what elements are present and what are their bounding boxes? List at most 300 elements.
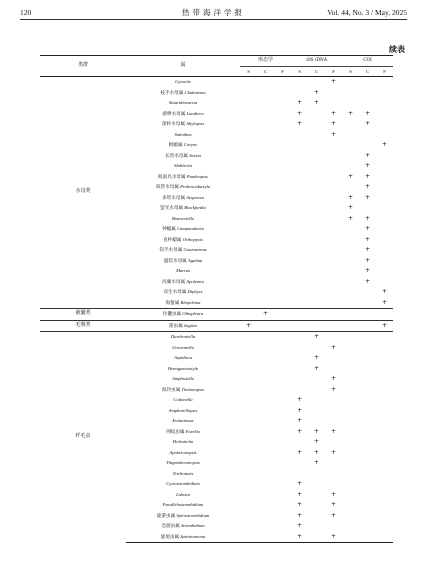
detection-cell [325,521,342,532]
detection-cell [342,140,359,151]
genus-latin-name: Orthopyxis [182,236,203,242]
genus-latin-name: Codonella [173,397,193,402]
category-cell: 纤毛虫 [40,332,126,543]
detection-cell [342,521,359,532]
detected-mark: + [297,417,303,424]
sub-col-header: F [325,67,342,77]
genus-chinese-name: 多管水母属 [162,194,186,200]
genus-cell [126,490,240,501]
genus-cell [126,203,240,214]
detection-cell [308,374,325,385]
detection-cell [240,266,257,277]
genus-latin-name: Cladonema [184,89,206,95]
genus-cell [126,151,240,162]
detection-cell [376,374,393,385]
detection-cell [376,224,393,235]
detection-cell [240,374,257,385]
detection-cell [342,353,359,364]
detection-cell [291,427,308,438]
detection-cell [376,287,393,298]
detection-cell [291,395,308,406]
detection-cell [291,224,308,235]
detection-cell [342,287,359,298]
detection-cell [291,277,308,288]
genus-cell [126,245,240,256]
detected-mark: + [331,511,337,519]
detection-cell [274,395,291,406]
detected-mark: + [382,141,388,148]
detection-cell [308,385,325,396]
detection-cell [274,511,291,522]
detection-cell [359,172,376,183]
detection-cell [308,193,325,204]
detection-cell [240,182,257,193]
detection-cell [359,353,376,364]
detection-cell [240,214,257,225]
detection-cell [342,182,359,193]
detection-cell [359,161,376,172]
detected-mark: + [297,490,303,498]
detection-cell [325,490,342,501]
detected-mark: + [382,321,388,329]
detection-cell [325,109,342,120]
detection-cell [308,320,325,332]
genus-latin-name: Agalma [187,257,203,263]
detection-cell [342,98,359,109]
detection-cell [359,437,376,448]
detection-cell [359,406,376,417]
detection-cell [257,182,274,193]
group-header-coi: COI [342,56,393,67]
detection-cell [291,511,308,522]
detection-cell [342,130,359,141]
detection-cell [257,532,274,543]
detection-cell [274,245,291,256]
header-rule [20,19,407,20]
detection-cell [308,130,325,141]
detection-cell [274,98,291,109]
detection-cell [376,406,393,417]
detection-cell [359,309,376,321]
detection-cell [342,235,359,246]
detection-cell [359,88,376,99]
detection-cell [291,437,308,448]
detection-cell [274,235,291,246]
detection-cell [359,469,376,480]
genus-cell [126,364,240,375]
genus-latin-name: Holosticha [172,439,194,444]
genus-latin-name: Sminthea [174,131,192,137]
detection-cell [308,406,325,417]
detection-cell [257,427,274,438]
sub-col-header: C [257,67,274,77]
genus-latin-name: Apolemia [186,278,204,284]
genus-latin-name: Gonionemus [183,247,207,252]
detection-cell [325,98,342,109]
detection-cell [240,437,257,448]
detection-cell [240,203,257,214]
genus-latin-name: Spirotontonia [180,533,206,539]
detection-cell [325,88,342,99]
detection-cell [240,395,257,406]
detection-cell [308,343,325,354]
detection-cell [257,109,274,120]
genus-cell [126,161,240,172]
genus-cell [126,130,240,141]
detection-cell [308,479,325,490]
detected-mark: + [297,109,303,117]
col-header-category: 类群 [40,56,126,77]
detection-cell [257,406,274,417]
detection-cell [376,140,393,151]
detection-cell [325,406,342,417]
detection-cell [291,235,308,246]
genus-cell [126,140,240,151]
detection-cell [342,151,359,162]
detection-cell [274,140,291,151]
detection-cell [308,309,325,321]
detection-cell [325,511,342,522]
detection-cell [291,385,308,396]
running-header [20,6,407,20]
volume-info: Vol. 44, No. 3 / May, 2025 [327,8,407,17]
detected-mark: + [297,522,303,529]
detection-cell [257,298,274,309]
detection-cell [325,343,342,354]
detection-cell [359,266,376,277]
detected-mark: + [331,448,337,456]
detection-cell [240,88,257,99]
detection-cell [240,511,257,522]
detection-cell [342,161,359,172]
detection-cell [257,119,274,130]
detected-mark: + [382,298,388,306]
detected-mark: + [297,480,303,487]
detection-cell [359,320,376,332]
genus-latin-name: Marrus [176,268,190,273]
genus-latin-name: Apokeronopsis [169,449,197,455]
detected-mark: + [365,267,371,274]
detection-cell [325,224,342,235]
detected-mark: + [331,109,337,117]
genus-chinese-name: 网纹虫属 [166,428,185,434]
detection-cell [240,532,257,543]
detection-cell [308,521,325,532]
detection-cell [342,532,359,543]
detected-mark: + [348,214,354,222]
sub-col-header: C [308,67,325,77]
detection-cell [257,353,274,364]
detection-cell [257,130,274,141]
genus-cell [126,172,240,183]
detection-cell [291,182,308,193]
detection-cell [291,119,308,130]
detected-mark: + [348,193,354,201]
detection-cell [240,277,257,288]
detected-mark: + [331,78,337,85]
detection-cell [291,353,308,364]
detection-cell [274,224,291,235]
detection-cell [257,266,274,277]
detection-cell [274,353,291,364]
detection-cell [240,109,257,120]
journal-title: 热带海洋学报 [182,8,245,17]
sub-col-header: F [376,67,393,77]
detection-cell [308,98,325,109]
detection-cell [240,245,257,256]
detection-cell [325,437,342,448]
detection-cell [240,479,257,490]
detection-cell [359,256,376,267]
detection-cell [291,151,308,162]
detection-cell [342,395,359,406]
detection-cell [325,374,342,385]
detection-cell [342,458,359,469]
detection-cell [342,343,359,354]
detected-mark: + [331,130,337,138]
genus-chinese-name: 急游虫属 [161,523,180,528]
genus-latin-name: Favella [185,428,200,434]
detection-cell [376,130,393,141]
genus-cell [126,448,240,459]
detection-cell [274,320,291,332]
genus-cell [126,277,240,288]
detection-cell [274,458,291,469]
detection-cell [325,161,342,172]
detection-cell [325,203,342,214]
genus-cell [126,416,240,427]
detection-cell [359,130,376,141]
detection-cell [342,320,359,332]
detection-cell [308,437,325,448]
detection-cell [257,320,274,332]
genus-cell [126,511,240,522]
detection-cell [240,332,257,343]
detection-cell [274,521,291,532]
detection-cell [308,119,325,130]
detection-cell [257,458,274,469]
detection-cell [376,277,393,288]
detection-cell [376,511,393,522]
detection-cell [376,266,393,277]
detection-cell [359,235,376,246]
detection-cell [376,245,393,256]
detection-cell [240,77,257,88]
detection-cell [257,77,274,88]
genus-latin-name: Aspidisca [174,355,192,360]
category-cell: 被囊类 [40,309,126,321]
detection-cell [376,448,393,459]
table-row [40,309,393,321]
genus-latin-name: Eutintinnus [172,418,194,423]
genus-cell [126,320,240,332]
detection-cell [342,427,359,438]
detection-cell [359,385,376,396]
detection-cell [308,235,325,246]
detection-cell [308,151,325,162]
detection-cell [274,437,291,448]
detection-cell [342,332,359,343]
genus-latin-name: Campanularia [177,226,204,231]
detection-cell [308,448,325,459]
detection-cell [376,469,393,480]
detection-cell [308,277,325,288]
genus-cell [126,532,240,543]
detection-cell [291,77,308,88]
detection-cell [325,320,342,332]
detection-cell [308,88,325,99]
detection-cell [257,287,274,298]
genus-cell [126,374,240,385]
detection-cell [342,277,359,288]
detection-cell [359,109,376,120]
genus-latin-name: Rhopilema [180,299,201,305]
detection-cell [308,224,325,235]
detection-cell [342,500,359,511]
detection-cell [257,172,274,183]
genus-chinese-name: 拟铃虫属 [161,386,181,392]
detection-cell [376,395,393,406]
detection-cell [308,203,325,214]
detection-cell [257,235,274,246]
table-row [40,332,393,343]
detection-cell [359,500,376,511]
detection-cell [291,332,308,343]
genus-latin-name: Trichotaxis [172,470,194,476]
sub-col-header: S [291,67,308,77]
detection-cell [274,172,291,183]
genus-latin-name: Stauridiosarsia [168,100,198,105]
detection-cell [376,77,393,88]
detection-cell [325,287,342,298]
detection-cell [240,406,257,417]
genus-latin-name: Durchoniella [170,334,196,339]
detection-cell [240,490,257,501]
genus-cell [126,256,240,267]
genus-latin-name: Spirostrombidium [176,512,210,518]
detection-cell [257,214,274,225]
detection-cell [240,458,257,469]
detection-cell [257,374,274,385]
detection-cell [325,309,342,321]
detected-mark: + [365,172,371,180]
detection-cell [291,109,308,120]
genus-latin-name: Laodicea [186,110,204,116]
detection-cell [342,448,359,459]
detection-cell [240,98,257,109]
detection-cell [240,448,257,459]
detection-cell [325,532,342,543]
detection-cell [240,343,257,354]
detection-cell [376,151,393,162]
detection-cell [274,109,291,120]
detection-cell [359,343,376,354]
genus-cell [126,521,240,532]
category-cell: 水母类 [75,189,91,195]
genus-chinese-name: 高翼水母属 [162,278,186,284]
genus-latin-name: Uronemella [172,344,194,350]
detection-cell [257,332,274,343]
detection-cell [274,277,291,288]
detection-cell [274,374,291,385]
detection-cell [274,88,291,99]
continued-label: 续表 [389,45,405,54]
genus-chinese-name: 直杯螅属 [163,236,182,242]
detection-cell [376,353,393,364]
detection-cell [291,130,308,141]
genus-latin-name: Aequorea [186,194,204,200]
table-body [40,77,393,543]
detection-cell [359,287,376,298]
detection-cell [325,266,342,277]
detection-cell [325,119,342,130]
detection-cell [240,298,257,309]
detection-cell [257,416,274,427]
detection-cell [291,140,308,151]
detection-cell [308,458,325,469]
detection-cell [325,77,342,88]
detection-cell [291,214,308,225]
detection-cell [308,427,325,438]
genus-cell [126,332,240,343]
detected-mark: + [348,109,354,117]
detection-cell [240,161,257,172]
detection-cell [308,469,325,480]
detection-cell [359,77,376,88]
detection-cell [342,172,359,183]
detection-cell [274,385,291,396]
sub-col-header: S [342,67,359,77]
detection-cell [240,287,257,298]
detection-cell [308,266,325,277]
detected-mark: + [297,120,303,127]
detected-mark: + [382,288,388,295]
genus-latin-name: Cyrtostrombidium [166,481,200,486]
detection-cell [257,140,274,151]
detection-cell [257,161,274,172]
detection-cell [240,256,257,267]
detection-cell [291,448,308,459]
detection-cell [376,214,393,225]
detection-cell [359,521,376,532]
detection-cell [291,172,308,183]
detection-cell [342,224,359,235]
detection-cell [308,214,325,225]
page-number: 120 [20,8,32,17]
detection-cell [291,203,308,214]
detection-cell [257,277,274,288]
genus-latin-name: Gyractis [175,79,191,84]
detection-cell [325,172,342,183]
detection-cell [274,364,291,375]
genus-chinese-name: 钟螅属 [162,226,176,231]
detection-cell [359,479,376,490]
detected-mark: + [365,109,371,117]
detection-cell [308,245,325,256]
detection-cell [291,287,308,298]
detection-cell [291,374,308,385]
detection-cell [240,151,257,162]
detection-cell [325,332,342,343]
detection-cell [359,490,376,501]
detection-cell [274,266,291,277]
genus-cell [126,109,240,120]
genus-cell [126,458,240,469]
detected-mark: + [331,490,337,498]
genus-latin-name: Sagitta [183,322,197,328]
genus-cell [126,88,240,99]
detected-mark: + [331,375,337,382]
